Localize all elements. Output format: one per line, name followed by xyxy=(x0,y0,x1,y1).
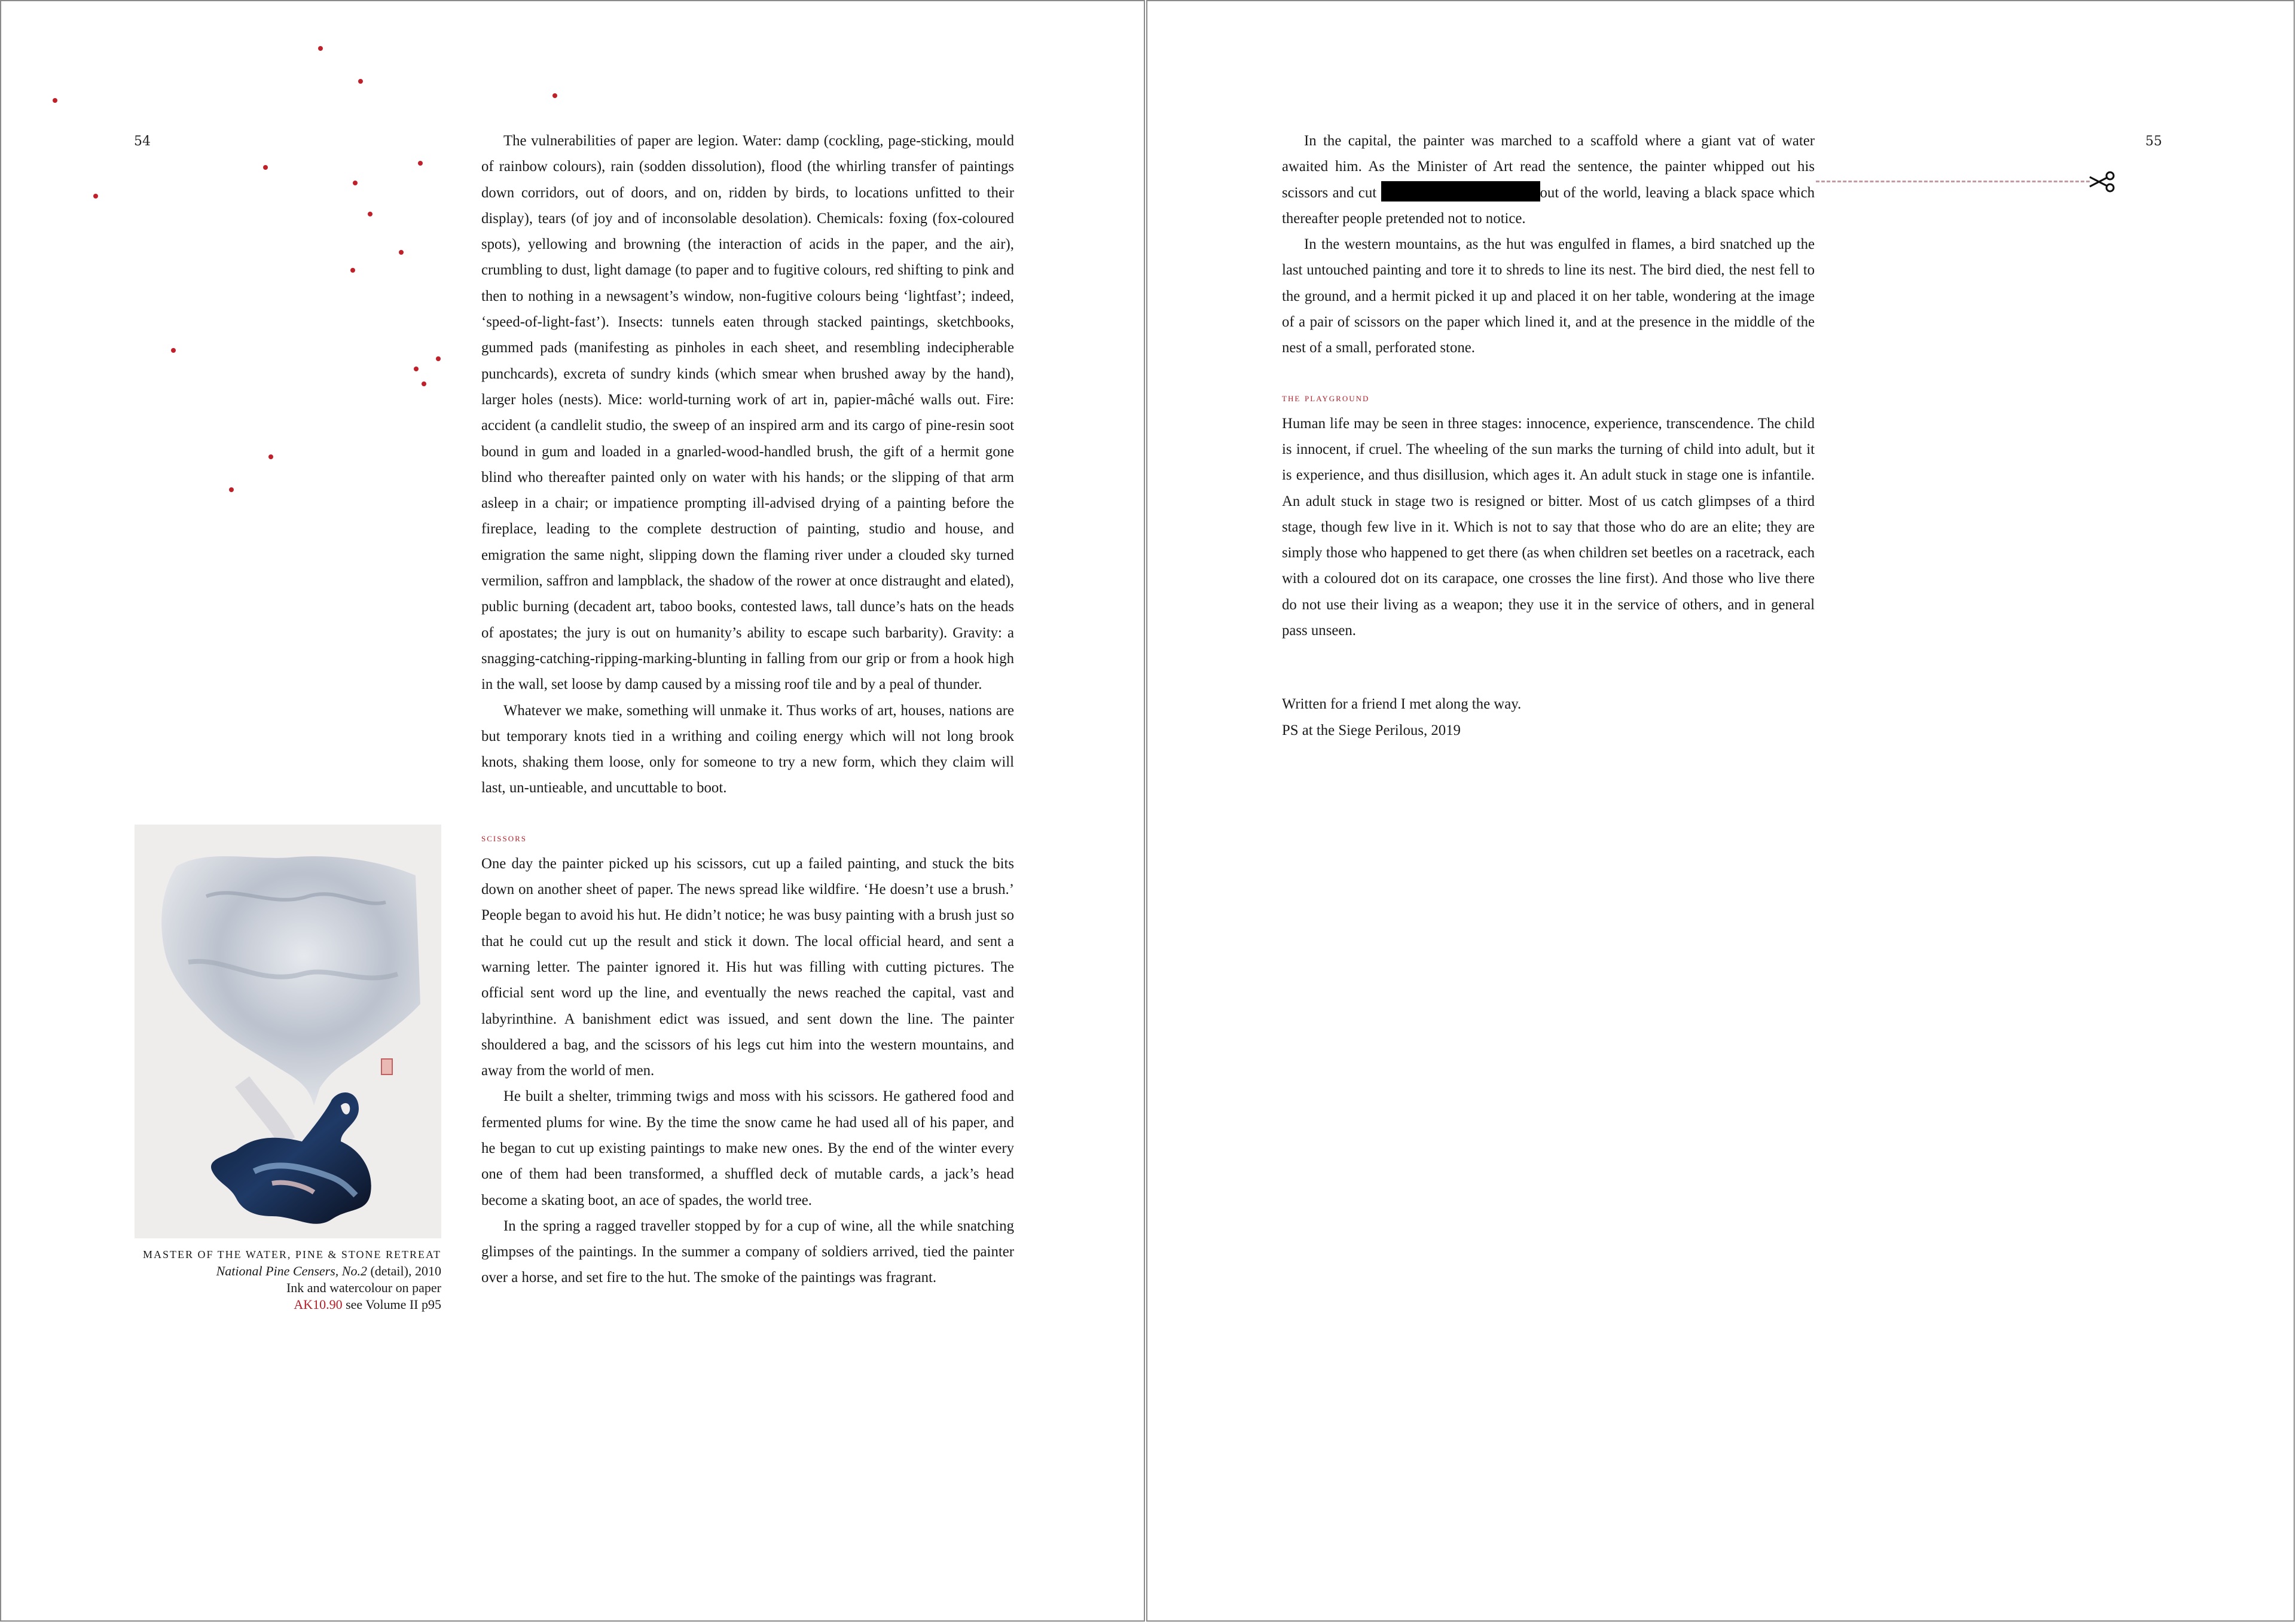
painting-artwork xyxy=(135,825,441,1238)
paragraph-text-before-redaction: In the capital, the painter was marched to a scaffold where a giant vat of water awaited him. As the Minister of Art read the sentence, the painter whipped out his scissors and cut xyxy=(1282,133,1815,201)
painting-caption xyxy=(79,1246,441,1313)
section-heading-scissors: scissors xyxy=(481,831,527,844)
dashed-cut-line xyxy=(1816,181,2090,182)
caption-work-date: (detail), 2010 xyxy=(367,1263,441,1278)
red-dot xyxy=(358,79,363,84)
redaction-block xyxy=(1381,181,1540,202)
red-dot xyxy=(418,161,423,166)
red-dot xyxy=(268,454,273,459)
red-dot xyxy=(353,181,358,185)
red-dot xyxy=(414,367,419,371)
caption-ref-text: see Volume II p95 xyxy=(342,1297,441,1312)
red-dot xyxy=(422,381,426,386)
page-number-right: 55 xyxy=(2145,134,2162,149)
signoff-line: Written for a friend I met along the way. xyxy=(1282,696,1522,713)
red-dot xyxy=(53,98,57,103)
ink-painting-image xyxy=(135,825,441,1238)
body-paragraph: Whatever we make, something will unmake it. Thus works of art, houses, nations are but temporary knots tied in a writhing and coiling energy which will not long brook knots, shaking them loose, only for someone to try a new form, which they claim will last, un-untieable, and uncuttable to boot. xyxy=(481,702,1014,796)
red-dot xyxy=(399,250,404,255)
body-paragraph: Human life may be seen in three stages: innocence, experience, transcendence. The child is innocent, if cruel. The wheeling of the sun marks the turning of child into adult, but it is experience, and thus disillusion, which ages it. An adult stuck in stage one is infantile. An adult stuck in stage two is resigned or bitter. Most of us catch glimpses of a third stage, though few live in it. Which is not to say that those who do are an elite; they are simply those who happened to get there (as when children set beetles on a racetrack, each with a coloured dot on its carapace, one crosses the line first). And those who live there do not use their living as a weapon; they use it in the service of others, and in general pass unseen. xyxy=(1282,415,1815,639)
caption-ref-code[interactable]: AK10.90 xyxy=(294,1297,343,1312)
red-dot xyxy=(229,487,234,492)
page-number-left: 54 xyxy=(134,134,151,149)
body-paragraph xyxy=(1282,128,1815,231)
red-dot xyxy=(552,93,557,98)
red-dot xyxy=(93,194,98,199)
paragraph-text-after-redaction: out of the world, leaving a black space which thereafter people pretended not to notice. xyxy=(1282,184,1815,227)
red-dot xyxy=(436,356,441,361)
scissors-icon xyxy=(2087,170,2117,194)
caption-medium: Ink and watercolour on paper xyxy=(286,1280,441,1295)
right-text-column xyxy=(1282,128,1815,743)
red-dot xyxy=(350,268,355,273)
body-paragraph: One day the painter picked up his scissors, cut up a failed painting, and stuck the bits down on another sheet of paper. The news spread like wildfire. ‘He doesn’t use a brush.’ People began to avoid his hut. He didn’t notice; he was busy painting with a brush just so that he could cut up the result and stick it down. The local official heard, and sent a warning letter. The painter ignored it. His hut was filling with cutting pictures. The official sent word up the line, and eventually the news reached the capital, vast and labyrinthine. A banishment edict was issued, and sent down the line. The painter shouldered a bag, and the scissors of his legs cut him into the western mountains, and away from the world of men. xyxy=(481,855,1014,1079)
body-paragraph: He built a shelter, trimming twigs and moss with his scissors. He gathered food and fermented plums for wine. By the time the snow came he had used all of his paper, and he began to cut up existing paintings to make new ones. By the end of the winter every one of them had been transformed, a shuffled deck of mutable cards, a jack’s head become a skating boot, an ace of spades, the world tree. xyxy=(481,1088,1014,1208)
section-heading-playground: the playground xyxy=(1282,391,1370,404)
body-paragraph: In the spring a ragged traveller stopped by for a cup of wine, all the while snatching glimpses of the paintings. In the summer a company of soldiers arrived, tied the painter over a horse, and set fire to the hut. The smoke of the paintings was fragrant. xyxy=(481,1217,1014,1286)
red-dot xyxy=(263,165,268,170)
left-page xyxy=(0,0,1145,1622)
right-page xyxy=(1146,0,2295,1622)
red-dot xyxy=(171,348,176,353)
caption-reference xyxy=(79,1296,441,1313)
signoff-line: PS at the Siege Perilous, 2019 xyxy=(1282,722,1461,738)
caption-title: MASTER OF THE WATER, PINE & STONE RETREAT xyxy=(142,1248,441,1260)
seal-stamp xyxy=(381,1059,392,1074)
left-text-column xyxy=(481,128,1014,1291)
red-dot xyxy=(318,46,323,51)
body-paragraph: The vulnerabilities of paper are legion. Water: damp (cockling, page-sticking, mould of rainbow colours), rain (sodden dissolution), flood (the whirling transfer of paintings down corridors, out of doors, and on, ridden by birds, to locations unfitted to their display), tears (of joy and of inconsolable desolation). Chemicals: foxing (fox-coloured spots), yellowing and browning (the interaction of acids in the paper, and the air), crumbling to dust, light damage (to paper and to fugitive colours, red shifting to pink and then to nothing in a newsagent’s window, non-fugitive colours being ‘lightfast’; indeed, ‘speed-of-light-fast’). Insects: tunnels eaten through stacked paintings, sketchbooks, gummed pads (manifesting as pinholes in each sheet, and resembling indecipherable punchcards), excreta of sundry kinds (which smear when brushed away by the hand), larger holes (nests). Mice: world-turning work of art in, papier-mâché walls out. Fire: accident (a candlelit studio, the sweep of an inspired arm and its cargo of pine-resin soot bound in gum and loaded in a gnarled-wood-handled brush, the gift of a hermit gone blind who thereafter painted only on water with his hands; or the slipping of that arm asleep in a chair; or impatience prompting ill-advised drying of a painting before the fireplace, leading to the complete destruction of painting, studio and house, and emigration the same night, slipping down the flaming river under a clouded sky turned vermilion, saffron and lampblack, the shadow of the rower at once distraught and elated), public burning (decadent art, taboo books, contested laws, tall dunce’s hats on the heads of apostates; the jury is out on humanity’s ability to escape such barbarity). Gravity: a snagging-catching-ripping-marking-blunting in falling from our grip or from a hook high in the wall, set loose by damp caused by a missing roof tile and by a peal of thunder. xyxy=(481,133,1014,693)
signoff xyxy=(1282,691,1815,743)
caption-work-title: National Pine Censers, No.2 xyxy=(216,1263,367,1278)
body-paragraph: In the western mountains, as the hut was engulfed in flames, a bird snatched up the last untouched painting and tore it to shreds to line its nest. The bird died, the nest fell to the ground, and a hermit picked it up and placed it on her table, wondering at the image of a pair of scissors on the paper which lined it, and at the presence in the middle of the nest of a small, perforated stone. xyxy=(1282,236,1815,356)
caption-work xyxy=(79,1263,441,1280)
red-dot xyxy=(368,212,373,216)
